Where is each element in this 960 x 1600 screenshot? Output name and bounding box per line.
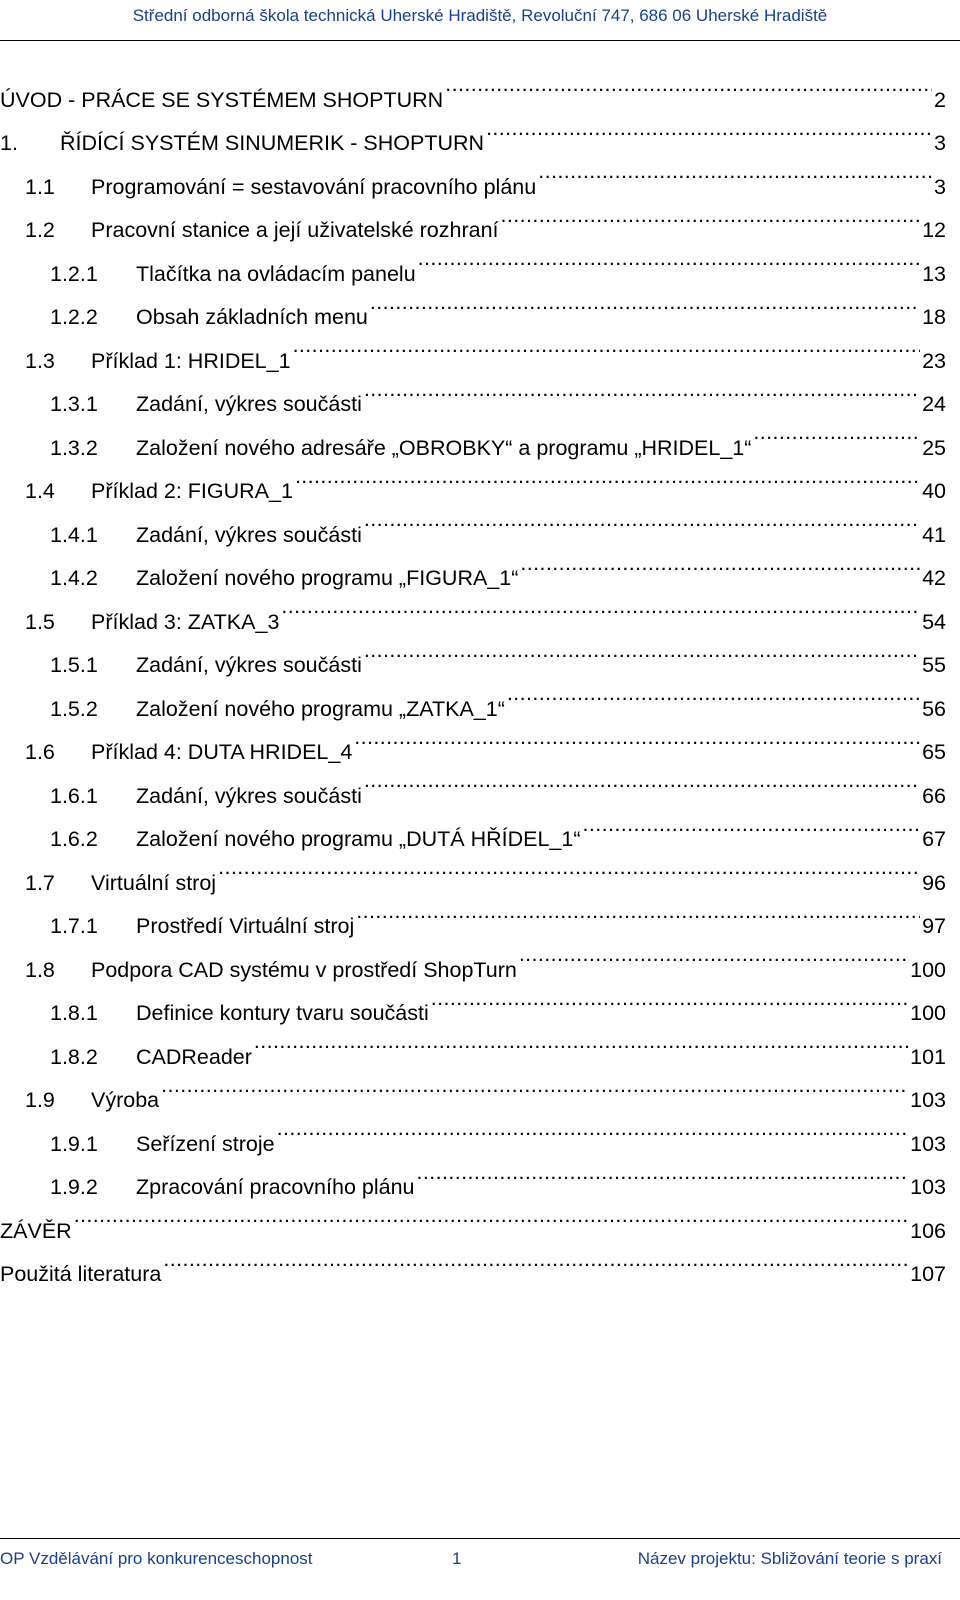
toc-entry-number: 1.9.1 [50,1131,98,1156]
toc-leader-dots [281,585,920,629]
toc-leader-dots [293,324,921,368]
toc-entry-title: Založení nového programu „DUTÁ HŘÍDEL_1“ [136,827,581,851]
toc-entry-number: 1.2 [25,218,55,242]
toc-entry-page: 97 [922,914,946,938]
toc-entry-number: 1. [0,131,18,155]
toc-entry-title: Zadání, výkres součásti [136,783,362,808]
toc-entry-number: 1.4.1 [50,522,98,547]
toc-entry-page: 56 [922,696,946,721]
toc-entry-page: 101 [910,1044,946,1069]
toc-entry-number: 1.2.1 [50,261,98,286]
toc-entry-number: 1.5.2 [50,696,98,721]
toc-entry-number: 1.6.2 [50,827,98,851]
footer-page-number: 1 [452,1549,462,1568]
toc-entry-number: 1.3.1 [50,392,98,416]
toc-entry-title: Prostředí Virtuální stroj [136,914,355,938]
toc-entry-title: Zadání, výkres součásti [136,392,362,416]
toc-entry-page: 24 [922,392,946,416]
toc-entry-title: Příklad 1: HRIDEL_1 [91,348,291,373]
toc-leader-dots [163,1238,908,1282]
toc-entry-number: 1.8.1 [50,1001,98,1025]
toc-entry-title: Příklad 2: FIGURA_1 [91,479,293,503]
toc-entry-page: 65 [922,740,946,764]
toc-entry-title: Programování = sestavování pracovního plánu [91,174,537,199]
toc-entry-title: Výroba [91,1088,160,1112]
toc-entry-title: Definice kontury tvaru součásti [136,1001,429,1025]
toc-entry-page: 66 [922,783,946,808]
toc-entry-page: 103 [910,1131,946,1156]
toc-entry-number: 1.1 [25,174,55,199]
toc-entry-page: 96 [922,870,946,895]
toc-leader-dots [753,411,920,455]
toc-leader-dots [295,455,920,499]
toc-entry-title: Příklad 3: ZATKA_3 [91,609,280,634]
page-footer [0,1538,960,1600]
toc-entry[interactable] [0,63,946,112]
toc-entry-page: 23 [922,348,946,373]
toc-entry-title: Založení nového adresáře „OBROBKY“ a programu „HRIDEL_1“ [136,435,752,460]
footer-project-name: Název projektu: Sbližování teorie s praxí [637,1549,942,1568]
toc-entry-title: Virtuální stroj [91,870,217,895]
toc-entry-number: 1.4 [25,479,55,503]
toc-entry-title: ÚVOD - PRÁCE SE SYSTÉMEM SHOPTURN [0,87,444,112]
toc-entry-page: 107 [910,1262,946,1286]
toc-entry-page: 106 [910,1218,946,1243]
toc-entry-page: 25 [922,435,946,460]
toc-entry-title: ZÁVĚR [0,1218,72,1243]
toc-leader-dots [445,63,932,107]
toc-entry-number: 1.5.1 [50,653,98,677]
toc-leader-dots [583,803,921,847]
toc-entry-number: 1.4.2 [50,566,98,590]
toc-entry-number: 1.9.2 [50,1175,98,1199]
toc-entry-number: 1.8.2 [50,1044,98,1069]
toc-entry-page: 41 [922,522,946,547]
toc-entry-page: 3 [934,174,946,199]
toc-entry-title: Tlačítka na ovládacím panelu [136,261,416,286]
toc-entry-number: 1.3.2 [50,435,98,460]
toc-entry-title: ŘÍDÍCÍ SYSTÉM SINUMERIK - SHOPTURN [60,131,485,155]
toc-entry-page: 103 [910,1088,946,1112]
toc-entry[interactable] [0,1238,946,1286]
table-of-contents [0,63,946,1286]
toc-leader-dots [277,1107,909,1151]
toc-entry-number: 1.3 [25,348,55,373]
toc-leader-dots [218,846,920,890]
toc-entry-number: 1.7.1 [50,914,98,938]
toc-leader-dots [74,1194,908,1238]
toc-leader-dots [354,716,920,760]
page-header [0,0,960,41]
toc-leader-dots [507,672,920,716]
toc-leader-dots [364,629,920,673]
toc-entry-page: 13 [922,261,946,286]
toc-entry-title: CADReader [136,1044,252,1069]
toc-entry-title: Zpracování pracovního plánu [136,1175,415,1199]
toc-entry-page: 3 [934,131,946,155]
toc-leader-dots [416,1151,908,1195]
toc-entry-title: Podpora CAD systému v prostředí ShopTurn [91,957,517,982]
toc-entry-title: Zadání, výkres součásti [136,653,362,677]
toc-leader-dots [501,194,921,238]
toc-entry-page: 40 [922,479,946,503]
toc-leader-dots [538,150,932,194]
toc-entry-number: 1.7 [25,870,55,895]
toc-leader-dots [364,368,920,412]
toc-entry-title: Založení nového programu „FIGURA_1“ [136,566,519,590]
toc-entry-number: 1.8 [25,957,55,982]
toc-leader-dots [519,933,908,977]
toc-entry-page: 54 [922,609,946,634]
toc-entry-title: Použitá literatura [0,1262,162,1286]
toc-entry-number: 1.9 [25,1088,55,1112]
toc-leader-dots [254,1020,908,1064]
toc-entry-number: 1.2.2 [50,305,98,329]
toc-entry-page: 18 [922,305,946,329]
toc-entry[interactable] [0,1194,946,1243]
toc-entry-page: 103 [910,1175,946,1199]
toc-leader-dots [418,237,920,281]
toc-leader-dots [356,890,920,934]
toc-leader-dots [431,977,908,1021]
toc-leader-dots [370,281,920,325]
toc-leader-dots [486,107,932,151]
toc-entry-page: 42 [922,566,946,590]
toc-entry-page: 2 [934,87,946,112]
toc-entry-title: Pracovní stanice a její uživatelské rozhraní [91,218,499,242]
toc-entry-title: Příklad 4: DUTA HRIDEL_4 [91,740,353,764]
toc-entry-page: 100 [910,1001,946,1025]
footer-program-name: OP Vzdělávání pro konkurenceschopnost [0,1549,313,1568]
toc-entry-number: 1.6.1 [50,783,98,808]
toc-leader-dots [161,1064,908,1108]
toc-entry-number: 1.6 [25,740,55,764]
toc-entry-title: Seřízení stroje [136,1131,275,1156]
toc-leader-dots [520,542,920,586]
toc-entry-title: Obsah základních menu [136,305,368,329]
header-school-address: Střední odborná škola technická Uherské Hradiště, Revoluční 747, 686 06 Uherské Hradiště [132,6,828,25]
toc-leader-dots [364,759,920,803]
toc-entry-title: Založení nového programu „ZATKA_1“ [136,696,505,721]
toc-entry-page: 55 [922,653,946,677]
toc-entry-title: Zadání, výkres součásti [136,522,362,547]
toc-entry-number: 1.5 [25,609,55,634]
toc-entry-page: 67 [922,827,946,851]
toc-entry-page: 100 [910,957,946,982]
toc-entry-page: 12 [922,218,946,242]
toc-leader-dots [364,498,920,542]
